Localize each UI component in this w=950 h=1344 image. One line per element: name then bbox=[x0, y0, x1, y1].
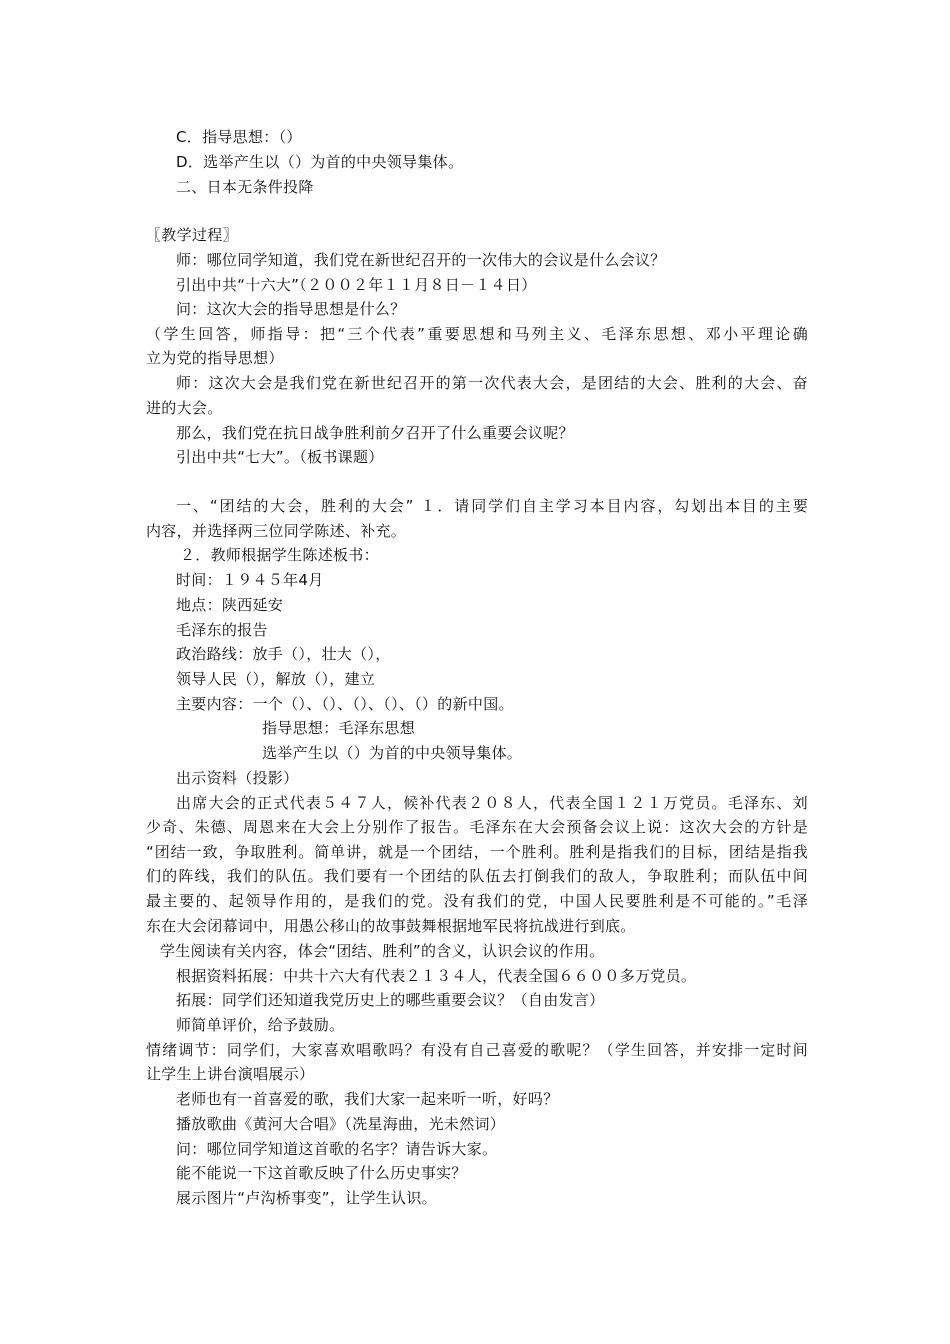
material-paragraph-line: 东在大会闭幕词中，用愚公移山的故事鼓舞根据地军民将抗战进行到底。 bbox=[146, 917, 636, 935]
paragraph-line: 问：哪位同学知道这首歌的名字？请告诉大家。 bbox=[176, 1140, 498, 1158]
material-heading: 出示资料（投影） bbox=[176, 769, 299, 787]
board-location: 地点：陕西延安 bbox=[176, 596, 284, 614]
board-political-line-2: 领导人民（），解放（），建立 bbox=[176, 670, 376, 688]
paragraph-line: 那么，我们党在抗日战争胜利前夕召开了什么重要会议呢？ bbox=[176, 424, 574, 442]
paragraph-line: 内容，并选择两三位同学陈述、补充。 bbox=[146, 522, 407, 540]
option-c-line: C．指导思想：（） bbox=[176, 128, 302, 146]
material-paragraph-line: 最主要的、起领导作用的，是我们的党。没有我们的党，中国人民要胜利是不可能的。”毛泽 bbox=[146, 892, 808, 910]
board-report: 毛泽东的报告 bbox=[176, 621, 268, 639]
paragraph-line: 能不能说一下这首歌反映了什么历史事实？ bbox=[176, 1164, 467, 1182]
paragraph-line: 老师也有一首喜爱的歌，我们大家一起来听一听，好吗？ bbox=[176, 1090, 559, 1108]
paragraph-line: 立为党的指导思想） bbox=[146, 349, 284, 367]
material-paragraph-line: “团结一致，争取胜利。简单讲，就是一个团结，一个胜利。胜利是指我们的目标，团结是指我 bbox=[146, 843, 808, 861]
section-heading-unity: 一、“团结的大会，胜利的大会” １．请同学们自主学习本目内容，勾划出本目的主要 bbox=[176, 497, 808, 515]
paragraph-line: 师：这次大会是我们党在新世纪召开的第一次代表大会，是团结的大会、胜利的大会、奋 bbox=[176, 374, 808, 392]
board-guiding-thought: 指导思想：毛泽东思想 bbox=[262, 719, 416, 737]
paragraph-line: 根据资料拓展：中共十六大有代表２１３４人，代表全国６６００多万党员。 bbox=[176, 967, 697, 985]
paragraph-line: 播放歌曲《黄河大合唱》（冼星海曲，光未然词） bbox=[176, 1115, 506, 1133]
paragraph-line: 进的大会。 bbox=[146, 399, 223, 417]
paragraph-line: 学生阅读有关内容，体会“团结、胜利”的含义，认识会议的作用。 bbox=[160, 942, 605, 960]
teaching-process-heading: 〖教学过程〗 bbox=[146, 226, 238, 244]
paragraph-line: 师：哪位同学知道，我们党在新世纪召开的一次伟大的会议是什么会议？ bbox=[176, 251, 666, 269]
paragraph-line: 拓展：同学们还知道我党历史上的哪些重要会议？（自由发言） bbox=[176, 991, 605, 1009]
paragraph-line: 问：这次大会的指导思想是什么？ bbox=[176, 300, 406, 318]
paragraph-line: 引出中共“七大”。（板书课题） bbox=[176, 448, 384, 466]
material-paragraph-line: 少奇、朱德、周恩来在大会上分别作了报告。毛泽东在大会预备会议上说：这次大会的方针是 bbox=[146, 818, 808, 836]
option-d-line: D．选举产生以（）为首的中央领导集体。 bbox=[176, 153, 464, 171]
paragraph-line: （学生回答，师指导：把“三个代表”重要思想和马列主义、毛泽东思想、邓小平理论确 bbox=[146, 325, 808, 343]
paragraph-line: ２．教师根据学生陈述板书： bbox=[180, 546, 379, 564]
section-heading-surrender: 二、日本无条件投降 bbox=[176, 178, 314, 196]
paragraph-line: 让学生上讲台演唱展示） bbox=[146, 1065, 315, 1083]
board-time: 时间：１９４５年4月 bbox=[176, 571, 324, 589]
board-main-content: 主要内容：一个（）、（）、（）、（）、（）的新中国。 bbox=[176, 695, 514, 713]
board-leadership: 选举产生以（）为首的中央领导集体。 bbox=[262, 744, 523, 762]
paragraph-line: 情绪调节：同学们，大家喜欢唱歌吗？有没有自己喜爱的歌呢？（学生回答，并安排一定时间 bbox=[146, 1041, 808, 1059]
material-paragraph-line: 们的阵线，我们的队伍。我们要有一个团结的队伍去打倒我们的敌人，争取胜利；而队伍中间 bbox=[146, 867, 808, 885]
paragraph-line: 引出中共“十六大”（２００２年１１月８日－１４日） bbox=[176, 276, 537, 294]
paragraph-line: 师简单评价，给予鼓励。 bbox=[176, 1016, 345, 1034]
material-paragraph-line: 出席大会的正式代表５４７人，候补代表２０８人，代表全国１２１万党员。毛泽东、刘 bbox=[176, 794, 808, 812]
board-political-line: 政治路线：放手（），壮大（）， bbox=[176, 645, 391, 663]
paragraph-line: 展示图片“卢沟桥事变”，让学生认识。 bbox=[176, 1189, 437, 1207]
